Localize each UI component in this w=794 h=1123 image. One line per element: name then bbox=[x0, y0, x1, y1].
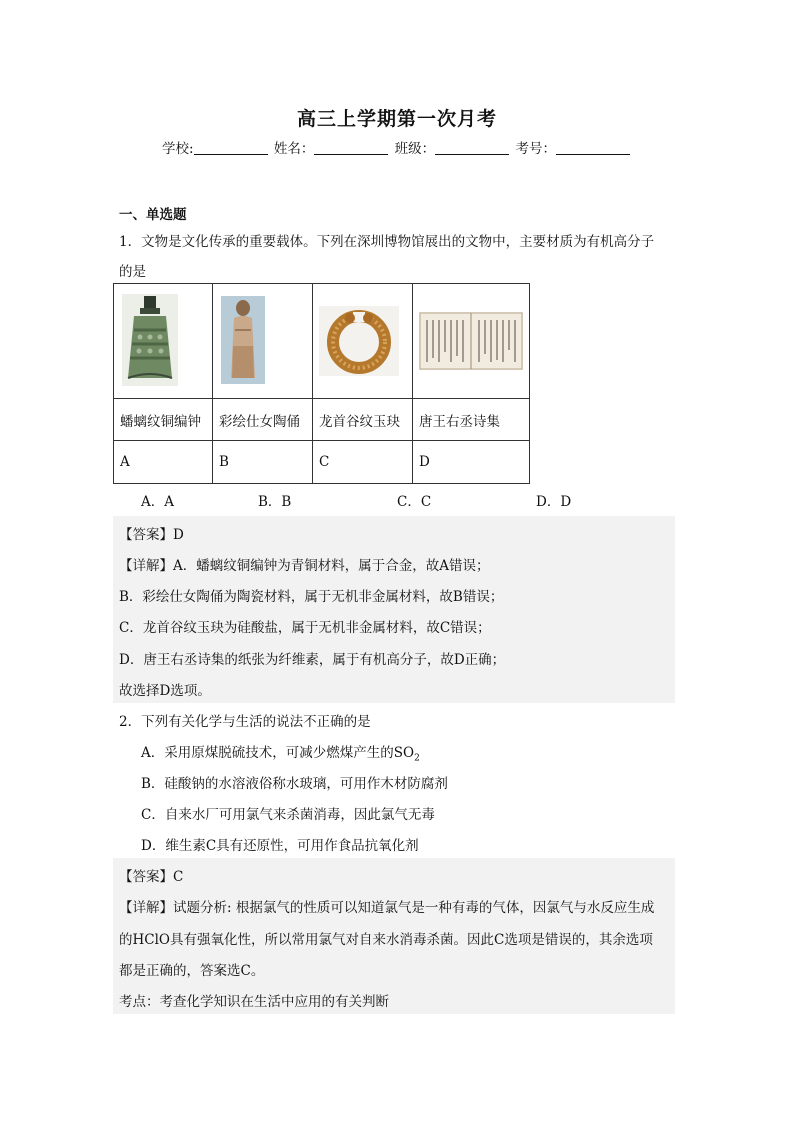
school-blank bbox=[194, 142, 268, 155]
artifact-letter: D bbox=[413, 441, 530, 484]
poetry-book-image bbox=[419, 312, 523, 370]
artifact-name: 唐王右丞诗集 bbox=[413, 399, 530, 441]
bronze-bell-image bbox=[122, 294, 178, 386]
page-title: 高三上学期第一次月考 bbox=[296, 108, 497, 130]
student-info-line bbox=[0, 137, 794, 157]
artifact-image-cell bbox=[413, 284, 530, 399]
q2-detail-line: 都是正确的，答案选C。 bbox=[119, 963, 265, 979]
q1-detail-line: C．龙首谷纹玉玦为硅酸盐，属于无机非金属材料，故C错误； bbox=[119, 620, 491, 636]
class-blank bbox=[435, 142, 509, 155]
q1-detail-line: B．彩绘仕女陶俑为陶瓷材料，属于无机非金属材料，故B错误； bbox=[119, 589, 504, 605]
q1-detail-line: 故选择D选项。 bbox=[119, 683, 211, 699]
q2-option-b: B．硅酸钠的水溶液俗称水玻璃，可用作木材防腐剂 bbox=[141, 776, 448, 792]
class-label: 班级： bbox=[394, 141, 436, 157]
exam-number-blank bbox=[556, 142, 630, 155]
q2-option-a bbox=[141, 741, 420, 764]
pottery-figurine-image bbox=[221, 296, 265, 384]
artifact-name: 彩绘仕女陶俑 bbox=[213, 399, 313, 441]
q1-option-b: B．B bbox=[258, 494, 292, 510]
artifact-table bbox=[113, 283, 530, 484]
q2-detail-line: 【详解】试题分析: 根据氯气的性质可以知道氯气是一种有毒的气体，因氯气与水反应生成 bbox=[119, 900, 655, 916]
name-blank bbox=[314, 142, 388, 155]
q1-answer: 【答案】D bbox=[119, 527, 184, 543]
school-label: 学校: bbox=[162, 141, 194, 157]
q1-stem-line2: 的是 bbox=[119, 264, 146, 280]
q2-option-c: C．自来水厂可用氯气来杀菌消毒，因此氯气无毒 bbox=[141, 807, 435, 823]
section-title: 一、单选题 bbox=[119, 207, 187, 223]
q1-answer-box bbox=[113, 516, 675, 703]
q2-option-d: D．维生素C具有还原性，可用作食品抗氧化剂 bbox=[141, 838, 419, 854]
name-label: 姓名： bbox=[273, 141, 315, 157]
q1-detail-line: 【详解】A．蟠螭纹铜编钟为青铜材料，属于合金，故A错误； bbox=[119, 558, 490, 574]
q2-detail-line: 考点：考查化学知识在生活中应用的有关判断 bbox=[119, 994, 389, 1010]
q1-stem-line1: 1．文物是文化传承的重要载体。下列在深圳博物馆展出的文物中，主要材质为有机高分子 bbox=[119, 234, 655, 250]
artifact-letter: C bbox=[313, 441, 413, 484]
q2-detail-line: 的HClO具有强氧化性，所以常用氯气对自来水消毒杀菌。因此C选项是错误的，其余选项 bbox=[119, 932, 653, 948]
q2-stem: 2．下列有关化学与生活的说法不正确的是 bbox=[119, 714, 371, 730]
q1-option-d: D．D bbox=[536, 494, 572, 510]
q2-answer: 【答案】C bbox=[119, 869, 184, 885]
q1-option-c: C．C bbox=[397, 494, 432, 510]
artifact-image-cell bbox=[213, 284, 313, 399]
artifact-name: 蟠螭纹铜编钟 bbox=[114, 399, 213, 441]
q2-option-a-text: A．采用原煤脱硫技术，可减少燃煤产生的SO bbox=[141, 745, 415, 761]
artifact-letter: A bbox=[114, 441, 213, 484]
q1-option-a: A．A bbox=[141, 494, 174, 510]
q1-detail-line: D．唐王右丞诗集的纸张为纤维素，属于有机高分子，故D正确； bbox=[119, 652, 506, 668]
artifact-name: 龙首谷纹玉玦 bbox=[313, 399, 413, 441]
artifact-image-cell bbox=[114, 284, 213, 399]
exam-number-label: 考号： bbox=[515, 141, 556, 157]
artifact-image-cell bbox=[313, 284, 413, 399]
jade-ring-image bbox=[319, 306, 399, 376]
q2-option-a-subscript: 2 bbox=[414, 753, 420, 764]
artifact-letter: B bbox=[213, 441, 313, 484]
